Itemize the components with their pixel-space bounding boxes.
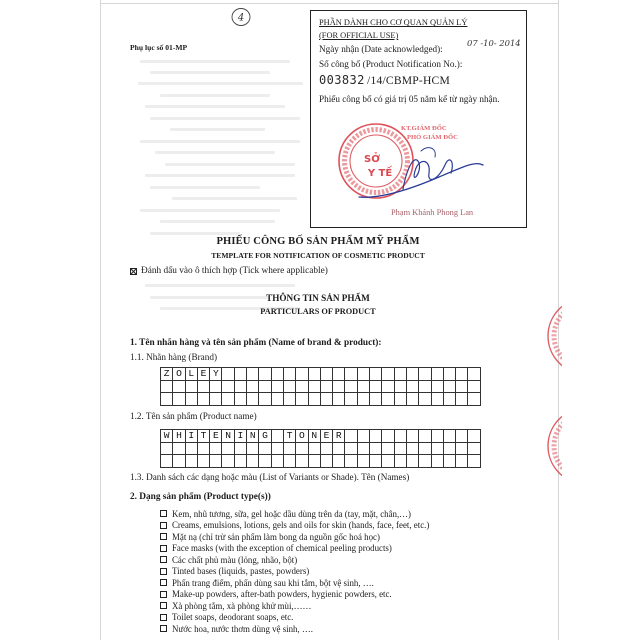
grid-letter-cell: N xyxy=(222,430,234,443)
grid-empty-cell xyxy=(272,368,284,381)
product-type-item xyxy=(160,623,429,635)
grid-empty-cell xyxy=(345,368,357,381)
checkbox xyxy=(160,579,167,586)
grid-empty-cell xyxy=(284,368,296,381)
grid-empty-cell xyxy=(296,381,308,394)
product-type-list xyxy=(160,508,429,635)
grid-empty-cell xyxy=(284,455,296,468)
notification-serial: 003832 xyxy=(319,73,365,87)
grid-letter-cell: L xyxy=(186,368,198,381)
grid-empty-cell xyxy=(382,381,394,394)
grid-empty-cell xyxy=(456,430,468,443)
bleed-through-mark xyxy=(150,117,300,120)
tick-instruction-text: Đánh dấu vào ô thích hợp (Tick where applicable) xyxy=(141,266,328,276)
grid-empty-cell xyxy=(284,381,296,394)
edge-seal-2-ring xyxy=(548,408,624,484)
grid-empty-cell xyxy=(358,368,370,381)
grid-letter-cell: I xyxy=(235,430,247,443)
grid-empty-cell xyxy=(186,381,198,394)
grid-empty-cell xyxy=(186,393,198,406)
grid-letter-cell: Z xyxy=(161,368,173,381)
grid-empty-cell xyxy=(259,393,271,406)
checkbox xyxy=(160,510,167,517)
grid-empty-cell xyxy=(309,393,321,406)
product-type-label: Face masks (with the exception of chemical peeling products) xyxy=(172,543,392,554)
grid-empty-cell xyxy=(272,455,284,468)
grid-empty-cell xyxy=(407,430,419,443)
grid-empty-cell xyxy=(456,381,468,394)
grid-empty-cell xyxy=(345,381,357,394)
checkbox xyxy=(160,591,167,598)
grid-empty-cell xyxy=(333,381,345,394)
grid-empty-cell xyxy=(247,381,259,394)
grid-empty-cell xyxy=(456,443,468,456)
grid-empty-cell xyxy=(345,455,357,468)
product-type-item xyxy=(160,566,429,578)
grid-empty-cell xyxy=(309,381,321,394)
grid-empty-cell xyxy=(395,381,407,394)
checkbox xyxy=(160,568,167,575)
product-type-label: Xà phòng tắm, xà phòng khử mùi,…… xyxy=(172,600,312,611)
product-type-item xyxy=(160,531,429,543)
grid-letter-cell: E xyxy=(198,368,210,381)
tick-instruction xyxy=(130,266,328,277)
grid-empty-cell xyxy=(247,393,259,406)
grid-empty-cell xyxy=(296,443,308,456)
grid-letter-cell: T xyxy=(284,430,296,443)
grid-empty-cell xyxy=(235,455,247,468)
grid-letter-cell: I xyxy=(186,430,198,443)
grid-empty-cell xyxy=(321,393,333,406)
grid-empty-cell xyxy=(370,455,382,468)
grid-empty-cell xyxy=(407,455,419,468)
grid-empty-cell xyxy=(309,455,321,468)
grid-empty-cell xyxy=(198,381,210,394)
grid-empty-cell xyxy=(432,381,444,394)
grid-empty-cell xyxy=(272,443,284,456)
grid-empty-cell xyxy=(370,393,382,406)
grid-empty-cell xyxy=(259,455,271,468)
checkbox xyxy=(160,614,167,621)
grid-empty-cell xyxy=(419,430,431,443)
grid-empty-cell xyxy=(222,381,234,394)
grid-empty-cell xyxy=(284,443,296,456)
grid-empty-cell xyxy=(456,368,468,381)
section2-heading: 2. Dạng sản phẩm (Product type(s)) xyxy=(130,492,271,502)
product-type-item xyxy=(160,589,429,601)
grid-empty-cell xyxy=(235,381,247,394)
grid-empty-cell xyxy=(444,393,456,406)
page-top-edge xyxy=(100,3,558,4)
grid-empty-cell xyxy=(419,455,431,468)
brand-label: 1.1. Nhãn hàng (Brand) xyxy=(130,352,218,362)
grid-letter-cell: H xyxy=(173,430,185,443)
product-type-item xyxy=(160,543,429,555)
grid-empty-cell xyxy=(198,455,210,468)
bleed-through-mark xyxy=(140,209,280,212)
grid-empty-cell xyxy=(358,393,370,406)
signer-title-1: KT.GIÁM ĐỐC xyxy=(401,125,447,132)
signature-stroke-main xyxy=(359,164,483,198)
grid-empty-cell xyxy=(395,430,407,443)
grid-empty-cell xyxy=(309,368,321,381)
grid-letter-cell: N xyxy=(309,430,321,443)
notification-suffix: /14/CBMP-HCM xyxy=(367,74,450,87)
grid-empty-cell xyxy=(333,443,345,456)
grid-empty-cell xyxy=(432,443,444,456)
handwritten-page-number xyxy=(229,5,253,29)
grid-empty-cell xyxy=(468,455,480,468)
grid-empty-cell xyxy=(432,430,444,443)
official-box-heading: PHẦN DÀNH CHO CƠ QUAN QUẢN LÝ xyxy=(319,18,468,27)
grid-empty-cell xyxy=(419,393,431,406)
product-type-item xyxy=(160,612,429,624)
grid-empty-cell xyxy=(358,430,370,443)
edge-seals xyxy=(540,290,562,490)
product-name-label: 1.2. Tên sản phẩm (Product name) xyxy=(130,411,257,421)
grid-empty-cell xyxy=(444,430,456,443)
bleed-through-mark xyxy=(140,60,290,63)
grid-empty-cell xyxy=(284,393,296,406)
product-type-label: Tinted bases (liquids, pastes, powders) xyxy=(172,566,310,577)
grid-empty-cell xyxy=(382,368,394,381)
grid-letter-cell: Y xyxy=(210,368,222,381)
grid-empty-cell xyxy=(186,443,198,456)
grid-empty-cell xyxy=(468,443,480,456)
bleed-through-mark xyxy=(172,197,297,200)
grid-empty-cell xyxy=(247,455,259,468)
grid-empty-cell xyxy=(198,393,210,406)
product-type-item xyxy=(160,600,429,612)
grid-empty-cell xyxy=(321,381,333,394)
bleed-through-mark xyxy=(160,220,275,223)
grid-empty-cell xyxy=(382,443,394,456)
checkbox xyxy=(160,625,167,632)
grid-empty-cell xyxy=(407,393,419,406)
validity-note: Phiếu công bố có giá trị 05 năm kể từ ngày nhận. xyxy=(319,94,500,104)
grid-empty-cell xyxy=(296,455,308,468)
grid-empty-cell xyxy=(407,368,419,381)
grid-empty-cell xyxy=(456,393,468,406)
grid-letter-cell xyxy=(272,430,284,443)
grid-empty-cell xyxy=(456,455,468,468)
grid-empty-cell xyxy=(370,430,382,443)
grid-empty-cell xyxy=(173,443,185,456)
checkbox xyxy=(160,556,167,563)
product-type-item xyxy=(160,508,429,520)
grid-empty-cell xyxy=(444,381,456,394)
bleed-through-mark xyxy=(140,140,300,143)
grid-empty-cell xyxy=(370,381,382,394)
bleed-through-mark xyxy=(150,232,240,235)
grid-empty-cell xyxy=(358,381,370,394)
grid-empty-cell xyxy=(382,455,394,468)
grid-empty-cell xyxy=(444,443,456,456)
grid-letter-cell: N xyxy=(247,430,259,443)
grid-empty-cell xyxy=(247,368,259,381)
grid-letter-cell: G xyxy=(259,430,271,443)
grid-empty-cell xyxy=(259,443,271,456)
grid-empty-cell xyxy=(309,443,321,456)
signer-title-2: PHÓ GIÁM ĐỐC xyxy=(407,134,458,141)
grid-empty-cell xyxy=(395,443,407,456)
grid-empty-cell xyxy=(407,443,419,456)
product-type-label: Creams, emulsions, lotions, gels and oils for skin (hands, face, feet, etc.) xyxy=(172,520,430,531)
ticked-box-icon xyxy=(130,268,137,275)
annex-label: Phụ lục số 01-MP xyxy=(130,43,188,52)
checkbox xyxy=(160,533,167,540)
product-type-label: Kem, nhũ tương, sữa, gel hoặc dầu dùng trên da (tay, mặt, chân,…) xyxy=(172,508,411,519)
grid-empty-cell xyxy=(222,443,234,456)
signer-name: Phạm Khánh Phong Lan xyxy=(391,208,474,217)
grid-empty-cell xyxy=(358,443,370,456)
grid-empty-cell xyxy=(259,368,271,381)
grid-empty-cell xyxy=(272,393,284,406)
grid-empty-cell xyxy=(333,455,345,468)
grid-empty-cell xyxy=(345,430,357,443)
grid-empty-cell xyxy=(321,455,333,468)
grid-letter-cell: W xyxy=(161,430,173,443)
grid-empty-cell xyxy=(210,393,222,406)
product-type-label: Nước hoa, nước thơm dùng vệ sinh, …. xyxy=(172,623,314,634)
grid-empty-cell xyxy=(210,455,222,468)
grid-empty-cell xyxy=(432,393,444,406)
grid-empty-cell xyxy=(432,455,444,468)
grid-empty-cell xyxy=(419,368,431,381)
grid-empty-cell xyxy=(259,381,271,394)
grid-empty-cell xyxy=(235,393,247,406)
grid-letter-cell: R xyxy=(333,430,345,443)
checkbox xyxy=(160,522,167,529)
grid-empty-cell xyxy=(395,393,407,406)
seal-text-bottom: Y TẾ xyxy=(367,168,393,179)
grid-empty-cell xyxy=(173,393,185,406)
edge-seal-2-rim xyxy=(554,414,618,478)
grid-empty-cell xyxy=(210,443,222,456)
grid-empty-cell xyxy=(432,368,444,381)
form-title-en: TEMPLATE FOR NOTIFICATION OF COSMETIC PRODUCT xyxy=(211,251,425,260)
grid-empty-cell xyxy=(210,381,222,394)
grid-empty-cell xyxy=(321,368,333,381)
bleed-through-mark xyxy=(145,105,285,108)
grid-empty-cell xyxy=(419,381,431,394)
grid-empty-cell xyxy=(468,381,480,394)
bleed-through-mark xyxy=(150,186,260,189)
grid-empty-cell xyxy=(198,443,210,456)
grid-empty-cell xyxy=(222,455,234,468)
product-type-label: Make-up powders, after-bath powders, hygienic powders, etc. xyxy=(172,589,392,600)
bleed-through-mark xyxy=(138,82,303,85)
section-title: THÔNG TIN SẢN PHẨM xyxy=(266,293,370,303)
form-title: PHIẾU CÔNG BỐ SẢN PHẨM MỸ PHẨM xyxy=(216,236,420,247)
grid-empty-cell xyxy=(161,381,173,394)
grid-empty-cell xyxy=(235,368,247,381)
grid-empty-cell xyxy=(173,455,185,468)
grid-empty-cell xyxy=(321,443,333,456)
grid-empty-cell xyxy=(186,455,198,468)
grid-letter-cell: E xyxy=(321,430,333,443)
date-acknowledged-value: 07 -10- 2014 xyxy=(467,38,521,48)
grid-letter-cell: O xyxy=(173,368,185,381)
grid-empty-cell xyxy=(345,393,357,406)
notification-number xyxy=(319,74,450,88)
grid-empty-cell xyxy=(235,443,247,456)
grid-empty-cell xyxy=(161,455,173,468)
bleed-through-mark xyxy=(155,151,275,154)
product-type-item xyxy=(160,520,429,532)
product-type-item xyxy=(160,577,429,589)
product-type-item xyxy=(160,554,429,566)
date-acknowledged-label: Ngày nhận (Date acknowledged): xyxy=(319,44,443,54)
grid-empty-cell xyxy=(419,443,431,456)
page-number-digit: 4 xyxy=(237,12,245,24)
grid-empty-cell xyxy=(444,368,456,381)
grid-empty-cell xyxy=(296,368,308,381)
product-type-label: Các chất phủ màu (lỏng, nhão, bột) xyxy=(172,554,298,565)
notification-number-label: Số công bố (Product Notification No.): xyxy=(319,59,463,69)
product-type-label: Toilet soaps, deodorant soaps, etc. xyxy=(172,612,294,623)
grid-empty-cell xyxy=(161,393,173,406)
bleed-through-mark xyxy=(150,71,270,74)
product-type-label: Phấn trang điểm, phấn dùng sau khi tắm, bột vệ sinh, …. xyxy=(172,577,374,588)
bleed-through-mark xyxy=(145,284,295,287)
official-box-heading-en: (FOR OFFICIAL USE) xyxy=(319,31,399,40)
bleed-through-mark xyxy=(160,94,270,97)
grid-empty-cell xyxy=(468,393,480,406)
bleed-through-mark xyxy=(145,174,295,177)
checkbox xyxy=(160,602,167,609)
grid-empty-cell xyxy=(395,368,407,381)
seal-text-top: SỞ xyxy=(364,154,380,165)
brand-letter-grid xyxy=(160,367,481,406)
bleed-through-mark xyxy=(165,163,295,166)
signature-stroke-accent xyxy=(421,148,435,157)
grid-empty-cell xyxy=(222,393,234,406)
grid-letter-cell: T xyxy=(198,430,210,443)
grid-empty-cell xyxy=(370,368,382,381)
grid-empty-cell xyxy=(382,393,394,406)
product-type-label: Mặt nạ (chỉ trừ sản phẩm làm bong da nguồn gốc hoá học) xyxy=(172,531,380,542)
grid-letter-cell: O xyxy=(296,430,308,443)
bleed-through-mark xyxy=(170,128,265,131)
grid-empty-cell xyxy=(161,443,173,456)
grid-empty-cell xyxy=(222,368,234,381)
grid-empty-cell xyxy=(173,381,185,394)
grid-empty-cell xyxy=(272,381,284,394)
section-title-en: PARTICULARS OF PRODUCT xyxy=(260,307,376,316)
grid-empty-cell xyxy=(370,443,382,456)
grid-empty-cell xyxy=(407,381,419,394)
official-use-box xyxy=(310,10,527,228)
grid-empty-cell xyxy=(444,455,456,468)
grid-empty-cell xyxy=(247,443,259,456)
grid-empty-cell xyxy=(382,430,394,443)
grid-empty-cell xyxy=(468,368,480,381)
variants-label: 1.3. Danh sách các dạng hoặc màu (List of Variants or Shade). Tên (Names) xyxy=(130,472,410,482)
grid-letter-cell: E xyxy=(210,430,222,443)
checkbox xyxy=(160,545,167,552)
grid-empty-cell xyxy=(395,455,407,468)
grid-empty-cell xyxy=(345,443,357,456)
section1-heading: 1. Tên nhãn hàng và tên sản phẩm (Name of brand & product): xyxy=(130,338,382,348)
product-name-letter-grid xyxy=(160,429,481,468)
grid-empty-cell xyxy=(333,393,345,406)
handwritten-signature xyxy=(351,139,491,209)
grid-empty-cell xyxy=(468,430,480,443)
grid-empty-cell xyxy=(333,368,345,381)
grid-empty-cell xyxy=(296,393,308,406)
page-left-edge xyxy=(100,0,101,640)
grid-empty-cell xyxy=(358,455,370,468)
